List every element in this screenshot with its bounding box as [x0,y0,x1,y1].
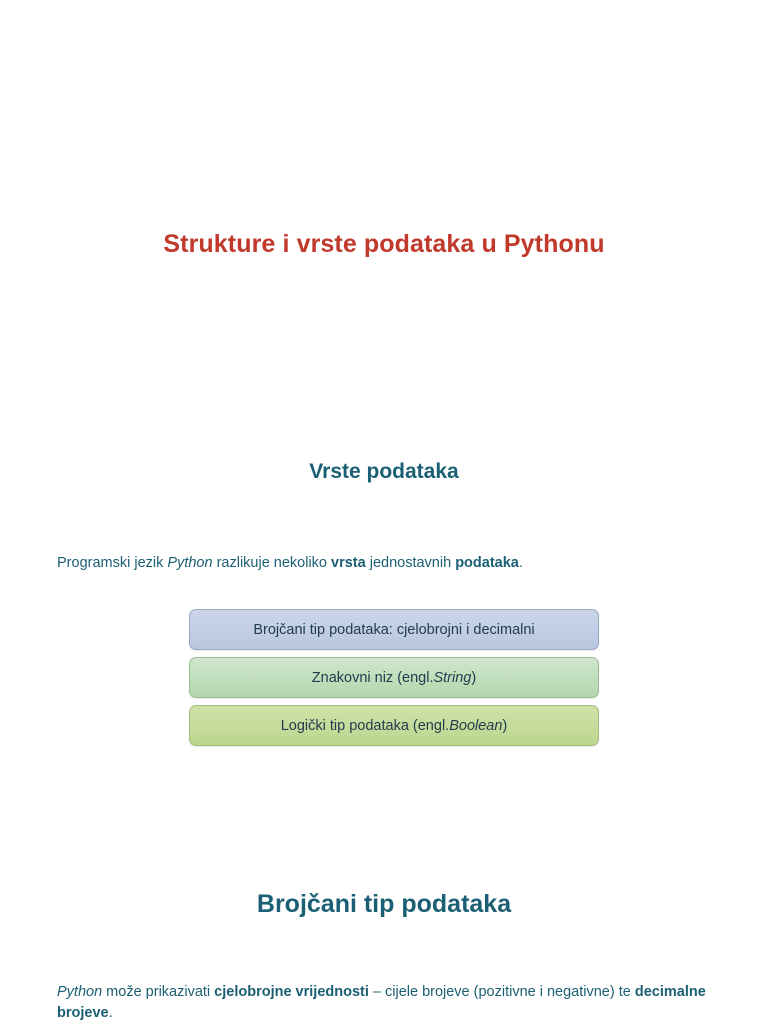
section-heading-vrste-podataka: Vrste podataka [309,460,459,483]
text-fragment-bold: podataka [455,554,519,571]
text-fragment-bold: decimalne brojeve [57,983,706,1021]
text-fragment: razlikuje nekoliko [212,554,332,571]
data-types-box-group [189,609,599,753]
paragraph-vrste-podataka [57,553,717,574]
text-fragment: jednostavnih [365,554,456,571]
box-label: Logički tip podataka (engl. [280,717,450,734]
box-label-italic: Boolean [449,717,503,734]
text-fragment: može prikazivati [102,983,215,1000]
data-type-box-numeric [189,609,599,650]
text-fragment: . [108,1004,113,1021]
box-label-tail: ) [471,669,477,686]
paragraph-brojcani-tip [57,982,717,1024]
text-fragment: Programski jezik [57,554,168,571]
section-heading-brojcani-tip-podataka: Brojčani tip podataka [256,890,512,918]
box-label-italic: String [433,669,472,686]
text-fragment: – cijele brojeve (pozitivne i negativne) te [368,983,635,1000]
page-title: Strukture i vrste podataka u Pythonu [163,230,605,258]
data-type-box-boolean [189,705,599,746]
text-fragment-italic: Python [57,983,103,1000]
text-fragment-bold: cjelobrojne vrijednosti [214,983,369,1000]
data-type-box-string [189,657,599,698]
text-fragment: . [518,554,523,571]
text-fragment-italic: Python [167,554,213,571]
text-fragment-bold: vrsta [331,554,366,571]
box-label: Znakovni niz (engl. [311,669,434,686]
box-label: Brojčani tip podataka: cjelobrojni i decimalni [253,621,535,638]
box-label-tail: ) [502,717,508,734]
